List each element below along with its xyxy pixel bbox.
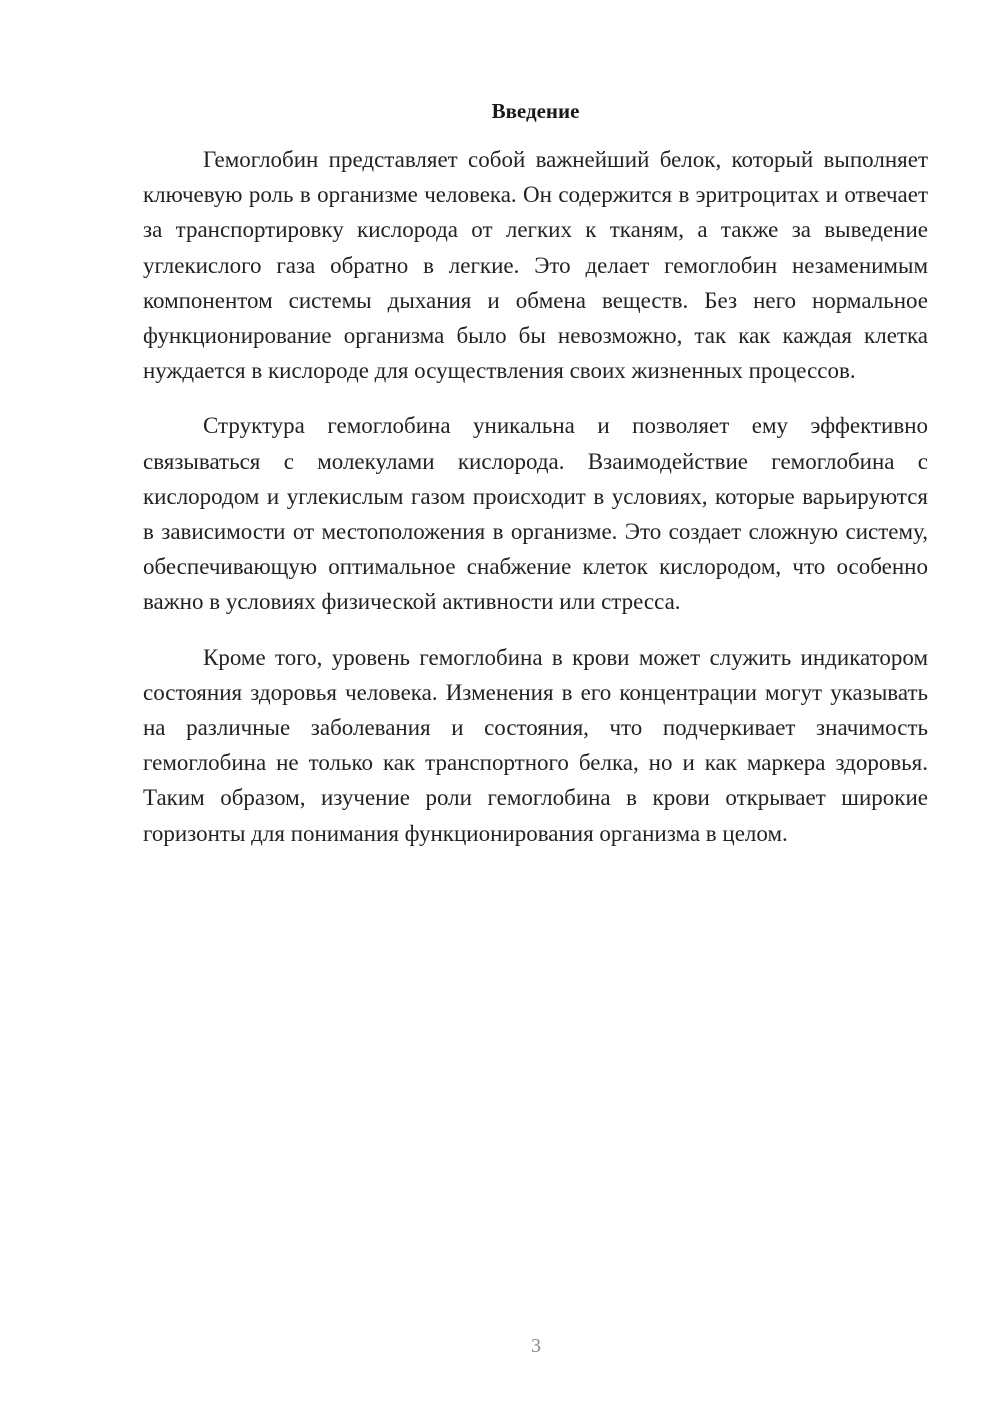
- page-number: 3: [531, 1335, 541, 1357]
- paragraph-1: Гемоглобин представляет собой важнейший белок, который выполняет ключевую роль в организме человека. Он содержится в эритроцитах и отвечает за транспортировку кислорода от легких к тканям, а также за выведение углекислого газа обратно в легкие. Это делает гемоглобин незаменимым компонентом системы дыхания и обмена веществ. Без него нормальное функционирование организма было бы невозможно, так как каждая клетка нуждается в кислороде для осуществления своих жизненных процессов.: [143, 147, 928, 384]
- paragraph-3: Кроме того, уровень гемоглобина в крови может служить индикатором состояния здоровья человека. Изменения в его концентрации могут указывать на различные заболевания и состояния, что подчеркивает значимость гемоглобина не только как транспортного белка, но и как маркера здоровья. Таким образом, изучение роли гемоглобина в крови открывает широкие горизонты для понимания функционирования организма в целом.: [143, 644, 928, 846]
- paragraph-2: Структура гемоглобина уникальна и позволяет ему эффективно связываться с молекулами кислорода. Взаимодействие гемоглобина с кислородом и углекислым газом происходит в условиях, которые варьируются в зависимости от местоположения в организме. Это создает сложную систему, обеспечивающую оптимальное снабжение клеток кислородом, что особенно важно в условиях физической активности или стресса.: [143, 413, 928, 615]
- section-heading: Введение: [491, 99, 580, 123]
- body-text: [143, 142, 928, 871]
